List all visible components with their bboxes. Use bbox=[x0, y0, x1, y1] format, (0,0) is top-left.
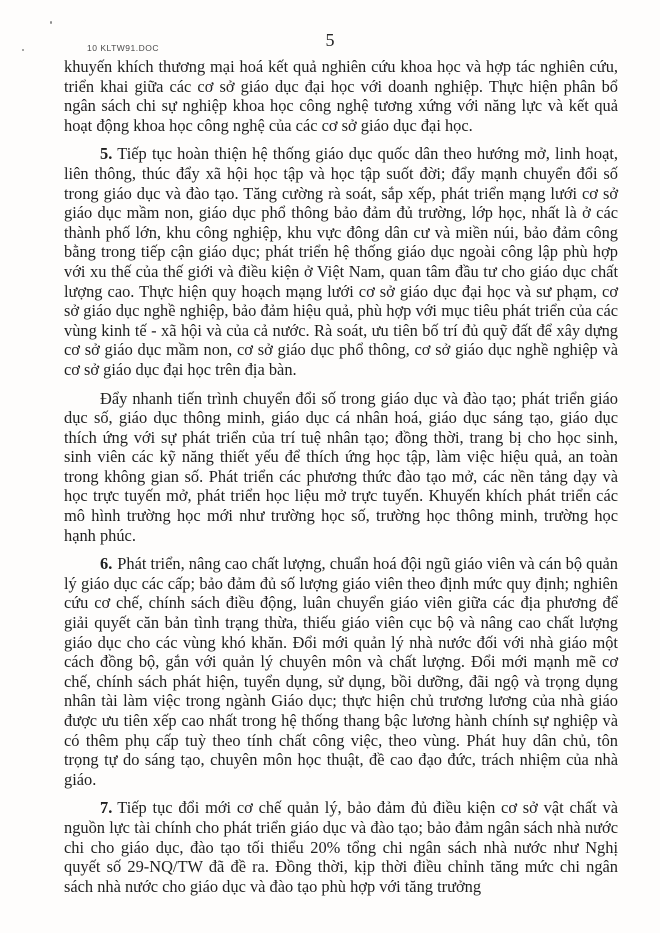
paragraph-number: 7. bbox=[100, 798, 113, 818]
page-number: 5 bbox=[325, 30, 335, 50]
paragraph-text: Đẩy nhanh tiến trình chuyển đổi số trong giáo dục và đào tạo; phát triển giáo dục số, giáo dục thông minh, giáo dục cá nhân hoá, giáo dục sáng tạo, giáo dục thích ứng với sự phát triển của trí tuệ nhân tạo; đồng thời, trang bị cho học sinh, sinh viên các kỹ năng thiết yếu để thích ứng học tập, làm việc hiệu quả, an toàn trong không gian số. Phát triển các phương thức đào tạo mở, các nền tảng dạy và học trực tuyến mở, phát triển học liệu mở trực tuyến. Khuyến khích phát triển các mô hình trường học mới như trường học số, trường học thông minh, trường học hạnh phúc. bbox=[64, 388, 618, 545]
paragraph-text: khuyến khích thương mại hoá kết quả nghiên cứu khoa học và hợp tác nghiên cứu, triển khai giữa các cơ sở giáo dục đại học với doanh nghiệp. Thực hiện phân bổ ngân sách chi sự nghiệp khoa học công nghệ tương xứng với năng lực và kết quả hoạt động khoa học công nghệ của các cơ sở giáo dục đại học. bbox=[64, 57, 618, 135]
paragraph-number: 6. bbox=[100, 554, 113, 574]
document-body bbox=[64, 57, 618, 905]
paragraph-text: Phát triển, nâng cao chất lượng, chuẩn hoá đội ngũ giáo viên và cán bộ quản lý giáo dục các cấp; bảo đảm đủ số lượng giáo viên theo định mức quy định; nghiên cứu cơ chế, chính sách điều động, luân chuyển giáo viên giữa các địa phương để giải quyết căn bản tình trạng thừa, thiếu giáo viên cục bộ và nâng cao chất lượng giáo dục cho các vùng khó khăn. Đổi mới quản lý nhà nước đối với nhà giáo một cách đồng bộ, gắn với quản lý chuyên môn và chất lượng. Đổi mới mạnh mẽ cơ chế, chính sách phát hiện, tuyển dụng, sử dụng, bồi dưỡng, đãi ngộ và trọng dụng nhân tài làm việc trong ngành Giáo dục; thực hiện chủ trương lương của nhà giáo được ưu tiên xếp cao nhất trong hệ thống thang bậc lương hành chính sự nghiệp và có thêm phụ cấp tuỳ theo tính chất công việc, theo vùng. Phát huy dân chủ, tôn trọng tự do sáng tạo, chuyên môn học thuật, đề cao đạo đức, trách nhiệm của nhà giáo. bbox=[64, 554, 618, 789]
paragraph-text: Tiếp tục hoàn thiện hệ thống giáo dục quốc dân theo hướng mở, linh hoạt, liên thông, thúc đẩy xã hội học tập và học tập suốt đời; đẩy mạnh chuyển đổi số trong giáo dục và đào tạo. Tăng cường rà soát, sắp xếp, phát triển mạng lưới cơ sở giáo dục mầm non, giáo dục phổ thông bảo đảm đủ trường, lớp học, nhất là ở các thành phố lớn, khu công nghiệp, khu vực đông dân cư và miền núi, bảo đảm công bằng trong tiếp cận giáo dục; phát triển hệ thống giáo dục ngoài công lập phù hợp với xu thế của thế giới và điều kiện ở Việt Nam, quan tâm đầu tư cho giáo dục chất lượng cao. Thực hiện quy hoạch mạng lưới cơ sở giáo dục đại học và sư phạm, cơ sở giáo dục nghề nghiệp, bảo đảm hiệu quả, phù hợp với mục tiêu phát triển của các vùng kinh tế - xã hội và của cả nước. Rà soát, ưu tiên bố trí đủ quỹ đất để xây dựng cơ sở giáo dục mầm non, cơ sở giáo dục phổ thông, cơ sở giáo dục nghề nghiệp và cơ sở giáo dục đại học trên địa bàn. bbox=[64, 144, 618, 379]
scan-artifact-speck bbox=[50, 21, 52, 24]
paragraph-text: Tiếp tục đổi mới cơ chế quản lý, bảo đảm đủ điều kiện cơ sở vật chất và nguồn lực tài chính cho phát triển giáo dục và đào tạo; bảo đảm ngân sách nhà nước chi cho giáo dục, đào tạo tối thiểu 20% tổng chi ngân sách nhà nước như Nghị quyết số 29-NQ/TW đã đề ra. Đồng thời, kịp thời điều chỉnh tăng mức chi ngân sách nhà nước cho giáo dục và đào tạo phù hợp với tăng trưởng bbox=[64, 798, 618, 896]
page-header bbox=[0, 30, 660, 60]
paragraph-item-6 bbox=[64, 554, 618, 789]
paragraph-continuation bbox=[64, 57, 618, 135]
paragraph-item-7 bbox=[64, 798, 618, 896]
document-reference: 10 KLTW91.DOC bbox=[87, 43, 160, 53]
paragraph-number: 5. bbox=[100, 144, 113, 164]
paragraph-digital-transformation bbox=[64, 389, 618, 546]
paragraph-item-5 bbox=[64, 144, 618, 379]
